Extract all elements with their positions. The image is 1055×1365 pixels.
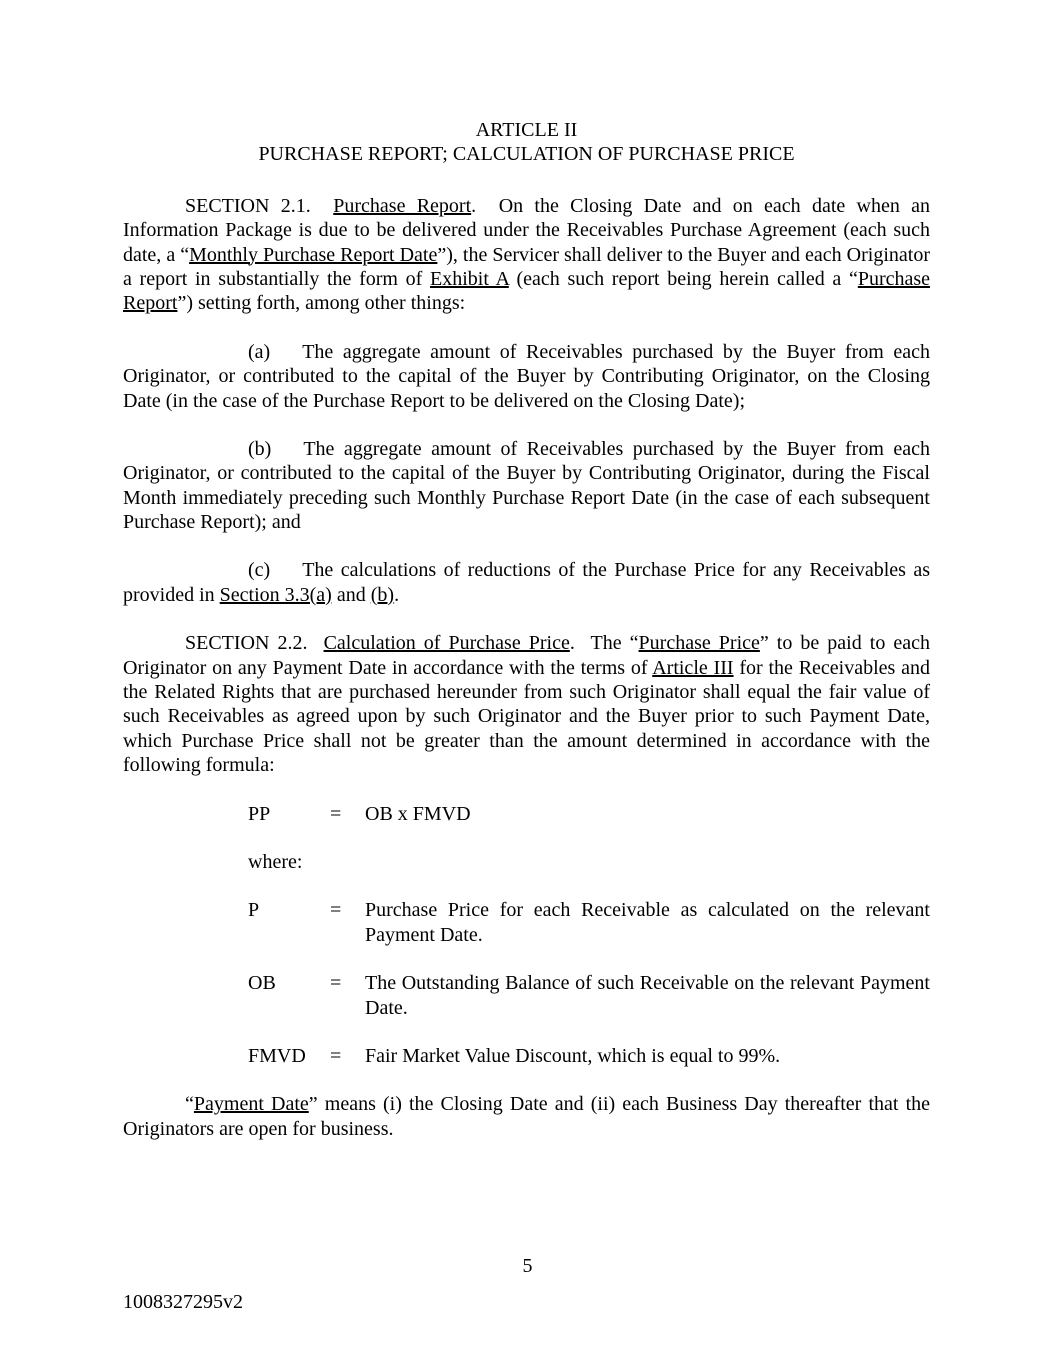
equals-sign: =: [330, 972, 342, 995]
page-number: 5: [522, 1254, 533, 1277]
article-heading: PURCHASE REPORT; CALCULATION OF PURCHASE PRICE: [258, 143, 795, 166]
formula-block: [248, 802, 930, 1069]
article-title-block: [123, 118, 930, 167]
payment-date-paragraph: “Payment Date” means (i) the Closing Date and (ii) each Business Day thereafter that the Originators are open for business.: [123, 1093, 930, 1140]
clause-c-paragraph: (c) The calculations of reductions of the Purchase Price for any Receivables as provided in Section 3.3(a) and (b).: [123, 559, 930, 606]
section-2-2-paragraph: SECTION 2.2. Calculation of Purchase Price. The “Purchase Price” to be paid to each Originator on any Payment Date in accordance with the terms of Article III for the Receivables and the Related Rights that are purchased hereunder from such Originator shall equal the fair value of such Receivables as agreed upon by such Originator and the Buyer prior to such Payment Date, which Purchase Price shall not be greater than the amount determined in accordance with the following formula:: [123, 632, 930, 777]
formula-definition-row-p: [248, 898, 930, 947]
document-id: 1008327295v2: [123, 1290, 243, 1313]
equals-sign: =: [330, 802, 342, 825]
clause-a-paragraph: (a) The aggregate amount of Receivables purchased by the Buyer from each Originator, or contributed to the capital of the Buyer by Contributing Originator, on the Closing Date (in the case of the Purchase Report to be delivered on the Closing Date);: [123, 340, 930, 412]
clause-b-paragraph: (b) The aggregate amount of Receivables purchased by the Buyer from each Originator, or contributed to the capital of the Buyer by Contributing Originator, during the Fiscal Month immediately preceding such Monthly Purchase Report Date (in the case of each subsequent Purchase Report); and: [123, 437, 930, 534]
formula-term: OB: [248, 972, 276, 995]
formula-definition: Purchase Price for each Receivable as calculated on the relevant Payment Date.: [365, 899, 930, 946]
article-number: ARTICLE II: [475, 119, 578, 141]
where-label: where:: [248, 850, 303, 873]
document-content: [123, 118, 930, 1165]
section-2-1-paragraph: SECTION 2.1. Purchase Report. On the Closing Date and on each date when an Information Package is due to be delivered under the Receivables Purchase Agreement (each such date, a “Monthly Purchase Report Date”), the Servicer shall deliver to the Buyer and each Originator a report in substantially the form of Exhibit A (each such report being herein called a “Purchase Report”) setting forth, among other things:: [123, 194, 931, 315]
equals-sign: =: [330, 1044, 342, 1067]
equals-sign: =: [330, 899, 342, 922]
formula-definition: Fair Market Value Discount, which is equal to 99%.: [365, 1044, 781, 1067]
formula-definition: OB x FMVD: [365, 802, 471, 825]
formula-expression-row: [248, 802, 930, 826]
formula-term: P: [248, 899, 260, 922]
formula-definition-row-fmvd: [248, 1044, 930, 1068]
formula-definition: The Outstanding Balance of such Receivable on the relevant Payment Date.: [365, 972, 930, 1019]
formula-term: FMVD: [248, 1044, 306, 1067]
formula-term: PP: [248, 802, 271, 825]
formula-definition-row-ob: [248, 971, 930, 1020]
